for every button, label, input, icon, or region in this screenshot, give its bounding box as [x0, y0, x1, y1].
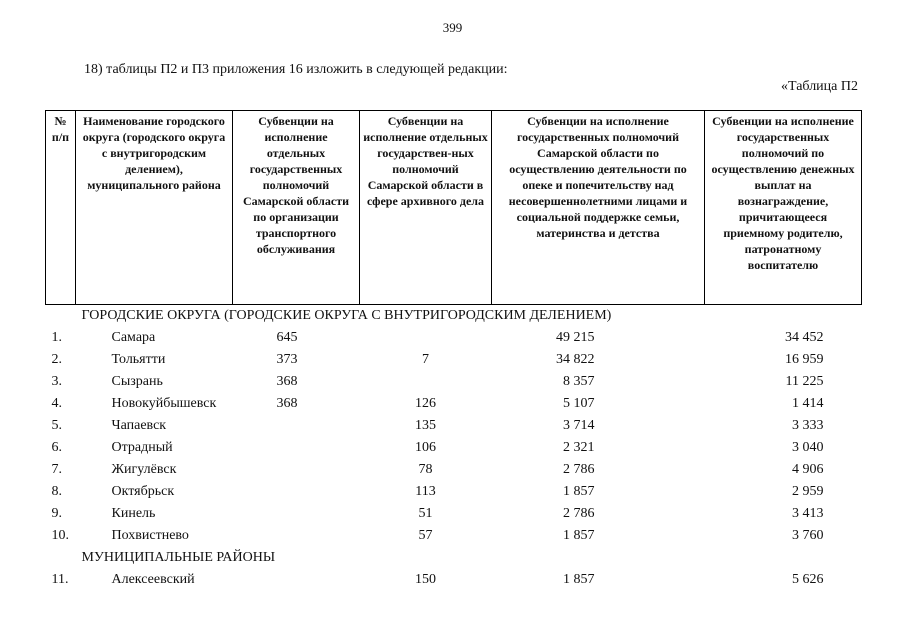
row-foster: 11 225 [785, 374, 824, 389]
row-number: 6. [51, 440, 62, 455]
row-archive [360, 327, 492, 349]
row-guardianship: 34 822 [556, 352, 595, 367]
header-guardianship: Субвенции на исполнение государственных полномочий Самарской области по осуществлению деятельности по опеке и попечительству над несовершеннолетними лицами и социальной поддержке семьи, материнства и детства [492, 111, 705, 305]
row-guardianship: 2 786 [563, 462, 595, 477]
row-transport: 368 [276, 374, 298, 389]
table-row [46, 481, 862, 503]
row-foster: 3 333 [792, 418, 824, 433]
row-transport: 645 [276, 330, 298, 345]
table-row [46, 371, 862, 393]
row-archive: 57 [418, 528, 433, 543]
subventions-table [45, 110, 862, 591]
row-name: Сызрань [111, 374, 163, 389]
row-guardianship: 49 215 [556, 330, 595, 345]
intro-text: 18) таблицы П2 и П3 приложения 16 изложить в следующей редакции: [84, 62, 508, 77]
table-row [46, 459, 862, 481]
row-number: 7. [51, 462, 62, 477]
row-foster: 1 414 [792, 396, 824, 411]
row-number: 8. [51, 484, 62, 499]
row-transport [233, 525, 360, 547]
row-number: 4. [51, 396, 62, 411]
row-number: 5. [51, 418, 62, 433]
row-number: 11. [51, 572, 69, 587]
row-guardianship: 1 857 [563, 484, 595, 499]
row-archive: 106 [415, 440, 436, 455]
table-row [46, 525, 862, 547]
page-number: 399 [442, 20, 463, 35]
section-title: ГОРОДСКИЕ ОКРУГА (ГОРОДСКИЕ ОКРУГА С ВНУТРИГОРОДСКИМ ДЕЛЕНИЕМ) [81, 308, 612, 323]
row-guardianship: 1 857 [563, 528, 595, 543]
row-guardianship: 5 107 [563, 396, 595, 411]
header-row [46, 111, 862, 305]
row-guardianship: 1 857 [563, 572, 595, 587]
row-number: 1. [51, 330, 62, 345]
row-transport: 368 [276, 396, 298, 411]
table-row [46, 349, 862, 371]
row-foster: 2 959 [792, 484, 824, 499]
table-row [46, 415, 862, 437]
row-archive: 78 [418, 462, 433, 477]
row-archive: 51 [418, 506, 433, 521]
row-archive: 113 [415, 484, 436, 499]
row-archive: 7 [422, 352, 429, 367]
row-transport [233, 437, 360, 459]
row-number: 10. [51, 528, 69, 543]
row-transport [233, 503, 360, 525]
row-foster: 4 906 [792, 462, 824, 477]
row-transport: 373 [276, 352, 298, 367]
table-row [46, 569, 862, 591]
row-foster: 3 413 [792, 506, 824, 521]
row-guardianship: 2 321 [563, 440, 595, 455]
row-name: Новокуйбышевск [111, 396, 217, 411]
row-number: 9. [51, 506, 62, 521]
row-number: 3. [51, 374, 62, 389]
row-name: Алексеевский [111, 572, 195, 587]
section-row [46, 305, 862, 328]
table-row [46, 437, 862, 459]
row-foster: 16 959 [785, 352, 824, 367]
row-transport [233, 569, 360, 591]
row-name: Чапаевск [111, 418, 167, 433]
row-foster: 5 626 [792, 572, 824, 587]
row-archive: 126 [415, 396, 436, 411]
row-foster: 3 040 [792, 440, 824, 455]
header-number: № п/п [46, 111, 76, 305]
row-name: Тольятти [111, 352, 166, 367]
table-row [46, 327, 862, 349]
table-reference: «Таблица П2 [781, 79, 858, 94]
row-foster: 3 760 [792, 528, 824, 543]
row-name: Кинель [111, 506, 156, 521]
table-row [46, 503, 862, 525]
row-transport [233, 415, 360, 437]
row-guardianship: 2 786 [563, 506, 595, 521]
header-transport: Субвенции на исполнение отдельных государственных полномочий Самарской области по организации транспортного обслуживания [233, 111, 360, 305]
row-foster: 34 452 [785, 330, 824, 345]
row-guardianship: 8 357 [563, 374, 595, 389]
section-row [46, 547, 862, 569]
row-guardianship: 3 714 [563, 418, 595, 433]
row-transport [233, 481, 360, 503]
row-archive [360, 371, 492, 393]
header-name: Наименование городского округа (городского округа с внутригородским делением), муниципального района [76, 111, 233, 305]
row-name: Жигулёвск [111, 462, 177, 477]
row-name: Похвистнево [111, 528, 189, 543]
row-name: Отрадный [111, 440, 173, 455]
row-name: Самара [111, 330, 156, 345]
row-archive: 135 [415, 418, 436, 433]
header-archive: Субвенции на исполнение отдельных государствен-ных полномочий Самарской области в сфере архивного дела [360, 111, 492, 305]
table-row [46, 393, 862, 415]
row-transport [233, 459, 360, 481]
row-archive: 150 [415, 572, 436, 587]
row-name: Октябрьск [111, 484, 175, 499]
section-title: МУНИЦИПАЛЬНЫЕ РАЙОНЫ [81, 550, 276, 565]
header-foster-payments: Субвенции на исполнение государственных полномочий по осуществлению денежных выплат на вознаграждение, причитающееся приемному родителю, патронатному воспитателю [705, 111, 862, 305]
row-number: 2. [51, 352, 62, 367]
